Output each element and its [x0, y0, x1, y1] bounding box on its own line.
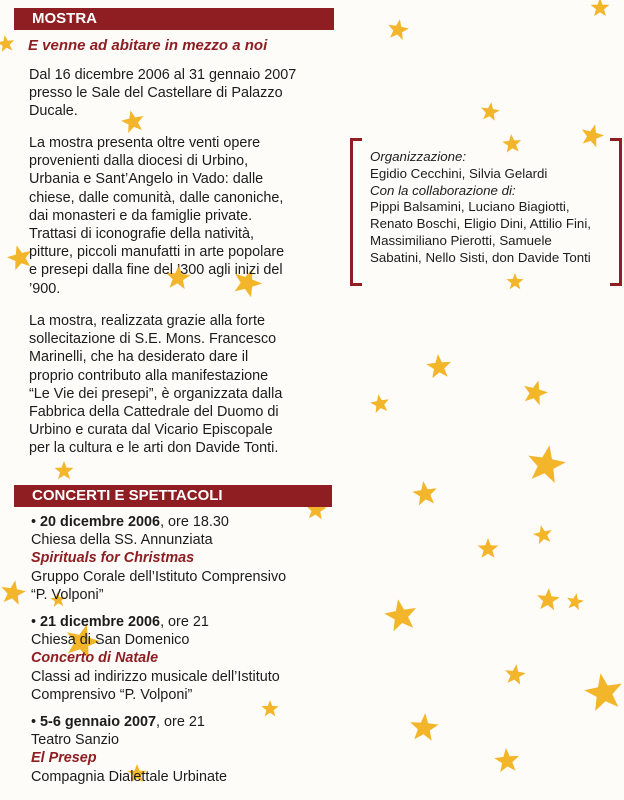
event-title: Spirituals for Christmas [31, 550, 195, 567]
collaborator-line: Sabatini, Nello Sisti, don Davide Tonti [370, 249, 591, 265]
star-icon [384, 599, 416, 631]
star-icon [533, 525, 552, 544]
event-performer: Gruppo Corale dell’Istituto Comprensivo [31, 568, 287, 585]
organization-text [370, 149, 615, 267]
star-icon [524, 380, 548, 405]
event-performer: “P. Volponi” [31, 586, 104, 603]
star-icon [0, 35, 14, 52]
organization-names: Egidio Cecchini, Silvia Gelardi [370, 165, 548, 181]
event-performer: Classi ad indirizzo musicale dell’Istituto [31, 668, 280, 685]
organization-label: Organizzazione: [370, 149, 467, 164]
mostra-paragraph-organization: La mostra, realizzata grazie alla forte sollecitazione di S.E. Mons. Francesco Marinelli, che ha desiderato dare il proprio contributo alla manifestazione “Le Vie dei presepi”, è organizzata dalla Fabbrica della Cattedrale del Duomo di Urbino e curata dal Vicario Episcopale per la cultura e le arti don Davide Tonti. [29, 313, 283, 457]
bullet: • [31, 514, 37, 530]
star-icon [426, 354, 451, 378]
event-item [31, 713, 331, 786]
event-item [31, 613, 331, 704]
star-icon [494, 748, 519, 772]
event-date: 20 dicembre 2006 [40, 514, 161, 530]
star-icon [412, 481, 437, 505]
star-icon [505, 664, 526, 685]
event-datetime [31, 613, 331, 631]
event-time: , ore 21 [156, 714, 205, 730]
event-date: 5-6 gennaio 2007 [40, 714, 157, 730]
star-icon [478, 538, 499, 558]
event-title: El Presep [31, 750, 97, 767]
concerti-heading: CONCERTI E SPETTACOLI [14, 485, 332, 507]
collaborator-line: Pippi Balsamini, Luciano Biagiotti, [370, 199, 570, 215]
event-datetime [31, 513, 331, 531]
star-icon [537, 588, 560, 610]
star-icon [370, 394, 389, 413]
event-place: Chiesa di San Domenico [31, 632, 190, 649]
event-datetime [31, 713, 331, 731]
mostra-paragraph-dates: Dal 16 dicembre 2006 al 31 gennaio 2007 presso le Sale del Castellare di Palazzo Ducale. [29, 67, 297, 120]
left-bracket [350, 138, 362, 286]
event-item [31, 513, 331, 604]
event-place: Teatro Sanzio [31, 732, 119, 749]
event-place: Chiesa della SS. Annunziata [31, 532, 213, 549]
event-time: , ore 18.30 [160, 514, 229, 530]
star-icon [410, 713, 438, 741]
star-icon [388, 19, 409, 40]
event-time: , ore 21 [160, 614, 209, 630]
collaborator-line: Massimiliano Pierotti, Samuele [370, 232, 552, 248]
star-icon [591, 0, 610, 16]
organization-box [350, 138, 622, 283]
mostra-heading: MOSTRA [14, 8, 334, 30]
event-date: 21 dicembre 2006 [40, 614, 161, 630]
star-icon [55, 461, 74, 479]
mostra-paragraph-works: La mostra presenta oltre venti opere provenienti dalla diocesi di Urbino, Urbania e Sant’Angelo in Vado: dalle chiese, dalle comunità, dalle canoniche, dai monasteri e da famiglie private. Trattasi di iconografie della natività, pitture, piccoli manufatti in arte popolare e presepi dalla fine del ’300 agli inizi del ’900. [29, 135, 285, 297]
event-title: Concerto di Natale [31, 650, 159, 667]
event-performer: Compagnia Dialettale Urbinate [31, 768, 227, 785]
star-icon [2, 580, 26, 605]
star-icon [567, 593, 584, 610]
mostra-subtitle: E venne ad abitare in mezzo a noi [28, 37, 268, 54]
collaboration-label: Con la collaborazione di: [370, 182, 516, 198]
star-icon [584, 673, 622, 711]
event-performer: Comprensivo “P. Volponi” [31, 686, 193, 703]
collaborator-line: Renato Boschi, Eligio Dini, Attilio Fini, [370, 216, 591, 232]
star-icon [7, 245, 31, 270]
bullet: • [31, 614, 37, 630]
star-icon [528, 445, 566, 483]
star-icon [481, 102, 500, 121]
bullet: • [31, 714, 37, 730]
